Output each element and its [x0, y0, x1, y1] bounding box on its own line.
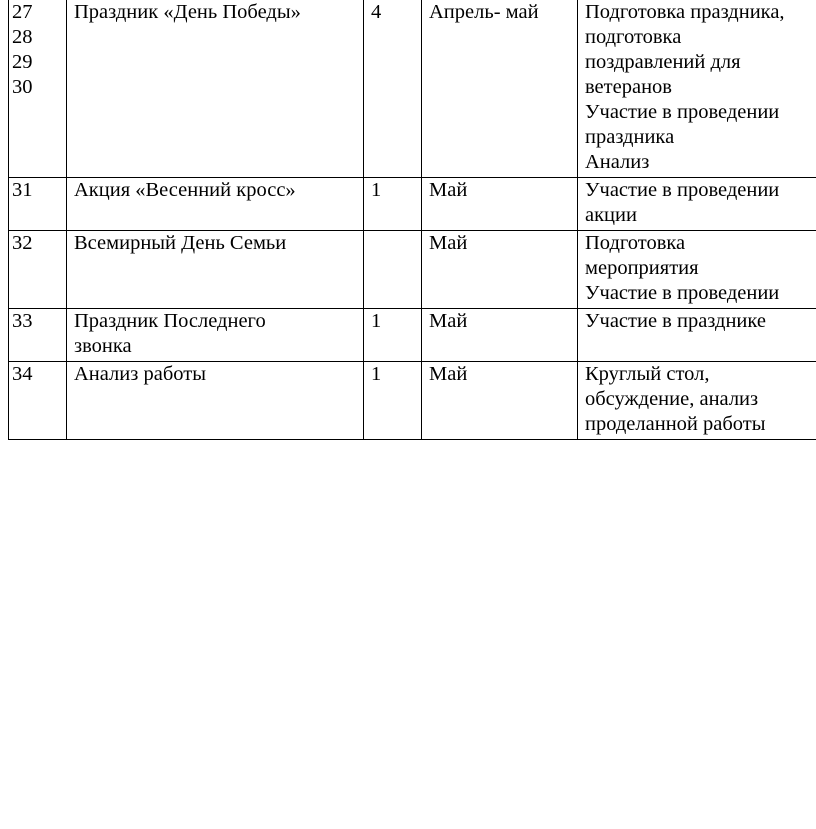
activity-cell: Участие в празднике: [578, 309, 816, 362]
hours-count-cell: 4: [364, 0, 422, 178]
events-plan-table: [8, 0, 816, 440]
table-row: [9, 178, 816, 231]
period-cell: Май: [422, 231, 578, 309]
hours-count-cell: 1: [364, 178, 422, 231]
row-number-cell: 32: [9, 231, 67, 309]
activity-cell: Круглый стол, обсуждение, анализ проделанной работы: [578, 362, 816, 440]
row-number-cell: 34: [9, 362, 67, 440]
table-row: [9, 231, 816, 309]
row-number-cell: 33: [9, 309, 67, 362]
activity-cell: Подготовка мероприятия Участие в проведении: [578, 231, 816, 309]
period-cell: Май: [422, 362, 578, 440]
hours-count-cell: [364, 231, 422, 309]
period-cell: Апрель- май: [422, 0, 578, 178]
event-name-cell: Праздник «День Победы»: [67, 0, 364, 178]
row-number-cell: 31: [9, 178, 67, 231]
activity-cell: Участие в проведении акции: [578, 178, 816, 231]
period-cell: Май: [422, 309, 578, 362]
event-name-cell: Анализ работы: [67, 362, 364, 440]
hours-count-cell: 1: [364, 362, 422, 440]
table-row: [9, 309, 816, 362]
period-cell: Май: [422, 178, 578, 231]
activity-cell: Подготовка праздника, подготовка поздравлений для ветеранов Участие в проведении праздника Анализ: [578, 0, 816, 178]
event-name-cell: Праздник Последнего звонка: [67, 309, 364, 362]
row-number-cell: 27 28 29 30: [9, 0, 67, 178]
table-row: [9, 0, 816, 178]
event-name-cell: Акция «Весенний кросс»: [67, 178, 364, 231]
hours-count-cell: 1: [364, 309, 422, 362]
event-name-cell: Всемирный День Семьи: [67, 231, 364, 309]
table-row: [9, 362, 816, 440]
